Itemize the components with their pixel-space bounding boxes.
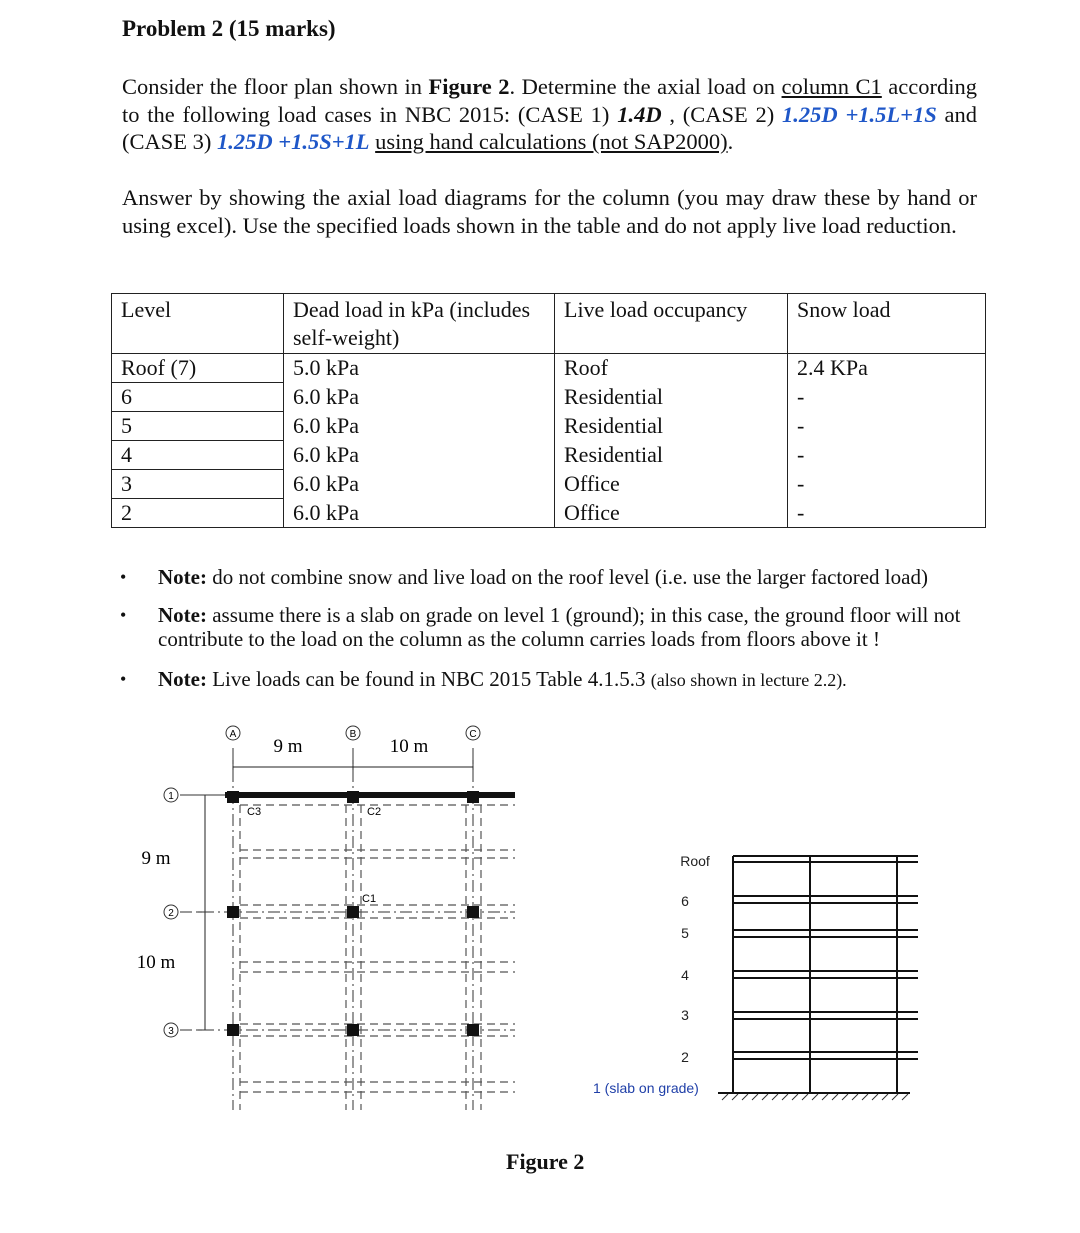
level-cell: Roof (7) xyxy=(112,354,284,383)
occupancy-cell: Residential xyxy=(555,383,788,412)
dead-load-cell: 6.0 kPa xyxy=(284,499,555,528)
occupancy-cell: Roof xyxy=(555,354,788,383)
snow-load-cell: - xyxy=(788,441,986,470)
dead-load-cell: 6.0 kPa xyxy=(284,412,555,441)
grid-label-a: A xyxy=(229,729,237,740)
level-label-roof: Roof xyxy=(680,853,710,869)
grid-label-3: 3 xyxy=(168,1026,174,1037)
snow-load-cell: - xyxy=(788,383,986,412)
note-2: • Note: assume there is a slab on grade on level 1 (ground); in this case, the ground floor will not contribute to the load on the column as the column carries loads from floors above it ! xyxy=(120,603,961,651)
dead-load-cell: 6.0 kPa xyxy=(284,441,555,470)
column-reference: column C1 xyxy=(781,74,882,99)
level-cell: 2 xyxy=(112,499,284,528)
span-label-ab: 9 m xyxy=(273,736,303,757)
occupancy-cell: Office xyxy=(555,499,788,528)
occupancy-cell: Residential xyxy=(555,412,788,441)
column-c1-marker xyxy=(347,906,359,918)
header-snow-load: Snow load xyxy=(788,294,986,354)
snow-load-cell: 2.4 KPa xyxy=(788,354,986,383)
grid-label-c: C xyxy=(469,729,477,740)
dead-load-cell: 6.0 kPa xyxy=(284,470,555,499)
span-label-23: 10 m xyxy=(136,952,176,973)
occupancy-cell: Residential xyxy=(555,441,788,470)
snow-load-cell: - xyxy=(788,470,986,499)
column-label-c2: C2 xyxy=(367,806,382,818)
level-label-ground: 1 (slab on grade) xyxy=(593,1080,699,1096)
method-note: using hand calculations (not SAP2000) xyxy=(375,129,728,154)
figure-reference: Figure 2 xyxy=(428,74,510,99)
floor-plan xyxy=(137,726,515,1110)
snow-load-cell: - xyxy=(788,499,986,528)
column-c2-marker xyxy=(347,791,359,803)
building-elevation xyxy=(593,853,918,1100)
level-cell: 4 xyxy=(112,441,284,470)
header-live-load: Live load occupancy xyxy=(555,294,788,354)
load-case-1: 1.4D xyxy=(617,101,662,127)
level-label-3: 3 xyxy=(681,1007,689,1023)
load-case-2: 1.25D +1.5L+1S xyxy=(782,101,937,127)
column-label-c3: C3 xyxy=(247,806,262,818)
column-c3-marker xyxy=(227,791,239,803)
grid-label-b: B xyxy=(349,729,357,740)
level-label-5: 5 xyxy=(681,925,689,941)
snow-load-cell: - xyxy=(788,412,986,441)
note-3: • Note: Live loads can be found in NBC 2015 Table 4.1.5.3 (also shown in lecture 2.2). xyxy=(120,667,847,691)
level-cell: 6 xyxy=(112,383,284,412)
occupancy-cell: Office xyxy=(555,470,788,499)
problem-statement: Consider the floor plan shown in Figure 2. Determine the axial load on column C1 according to the following load cases in NBC 2015: (CASE 1) 1.4D , (CASE 2) 1.25D +1.5L+1S and (CASE 3) 1.25D +1.5S+1L using hand calculations (not SAP2000). xyxy=(122,74,977,154)
bullet: • xyxy=(120,605,127,625)
level-cell: 3 xyxy=(112,470,284,499)
note-1: • Note: do not combine snow and live load on the roof level (i.e. use the larger factored load) xyxy=(120,565,928,589)
answer-instructions: Answer by showing the axial load diagrams for the column (you may draw these by hand or using excel). Use the specified loads shown in the table and do not apply live load reduction. xyxy=(122,185,977,238)
load-case-3: 1.25D +1.5S+1L xyxy=(217,129,370,154)
level-cell: 5 xyxy=(112,412,284,441)
span-label-12: 9 m xyxy=(141,848,171,869)
level-label-6: 6 xyxy=(681,893,689,909)
bullet: • xyxy=(120,567,127,587)
dead-load-cell: 6.0 kPa xyxy=(284,383,555,412)
column-label-c1: C1 xyxy=(362,893,377,905)
grid-label-1: 1 xyxy=(168,791,174,802)
header-dead-load: Dead load in kPa (includes self-weight) xyxy=(284,294,555,354)
grid-label-2: 2 xyxy=(168,908,174,919)
level-label-2: 2 xyxy=(681,1049,689,1065)
figure-caption: Figure 2 xyxy=(506,1149,585,1174)
dead-load-cell: 5.0 kPa xyxy=(284,354,555,383)
problem-title: Problem 2 (15 marks) xyxy=(122,16,336,41)
bullet: • xyxy=(120,669,127,689)
span-label-bc: 10 m xyxy=(389,736,429,757)
header-level: Level xyxy=(112,294,284,354)
level-label-4: 4 xyxy=(681,967,689,983)
